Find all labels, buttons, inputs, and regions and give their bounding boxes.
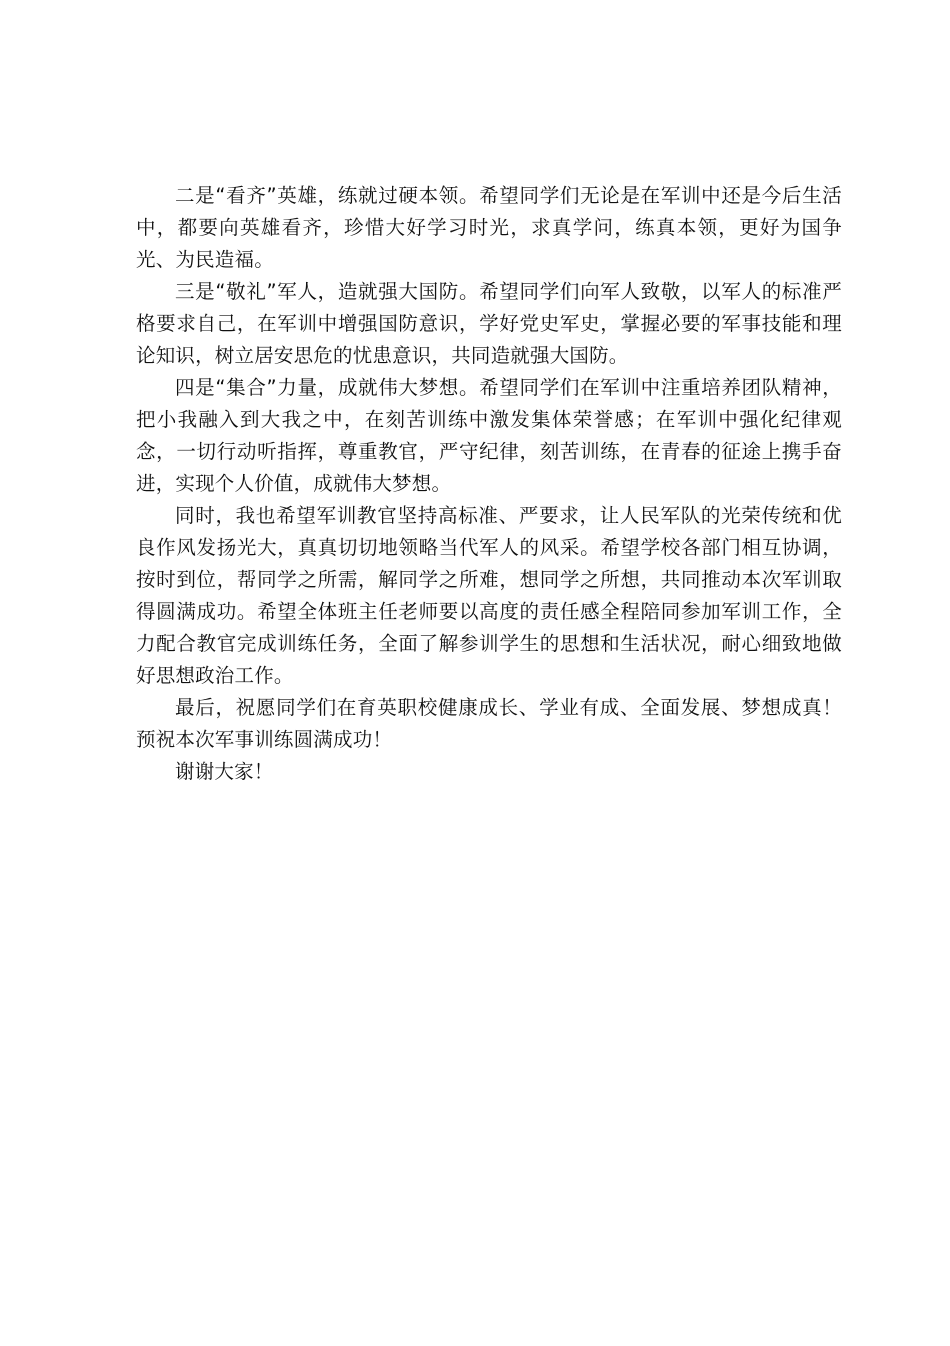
document-body xyxy=(136,180,842,788)
paragraph-closing-wishes: 最后，祝愿同学们在育英职校健康成长、学业有成、全面发展、梦想成真！预祝本次军事训练圆满成功！ xyxy=(136,696,842,751)
paragraph-instructors: 同时，我也希望军训教官坚持高标准、严要求，让人民军队的光荣传统和优良作风发扬光大，真真切切地领略当代军人的风采。希望学校各部门相互协调，按时到位，帮同学之所需，解同学之所难，想同学之所想，共同推动本次军训取得圆满成功。希望全体班主任老师要以高度的责任感全程陪同参加军训工作，全力配合教官完成训练任务，全面了解参训学生的思想和生活状况，耐心细致地做好思想政治工作。 xyxy=(136,504,842,687)
paragraph-thanks: 谢谢大家！ xyxy=(175,760,274,783)
paragraph-jihe: 四是“集合”力量，成就伟大梦想。希望同学们在军训中注重培养团队精神，把小我融入到大我之中，在刻苦训练中激发集体荣誉感；在军训中强化纪律观念，一切行动听指挥，尊重教官，严守纪律，刻苦训练，在青春的征途上携手奋进，实现个人价值，成就伟大梦想。 xyxy=(136,376,842,495)
paragraph-jingli: 三是“敬礼”军人，造就强大国防。希望同学们向军人致敬，以军人的标准严格要求自己，在军训中增强国防意识，学好党史军史，掌握必要的军事技能和理论知识，树立居安思危的忧患意识，共同造就强大国防。 xyxy=(136,280,842,367)
paragraph-kanqi: 二是“看齐”英雄，练就过硬本领。希望同学们无论是在军训中还是今后生活中，都要向英雄看齐，珍惜大好学习时光，求真学问，练真本领，更好为国争光、为民造福。 xyxy=(136,184,842,271)
